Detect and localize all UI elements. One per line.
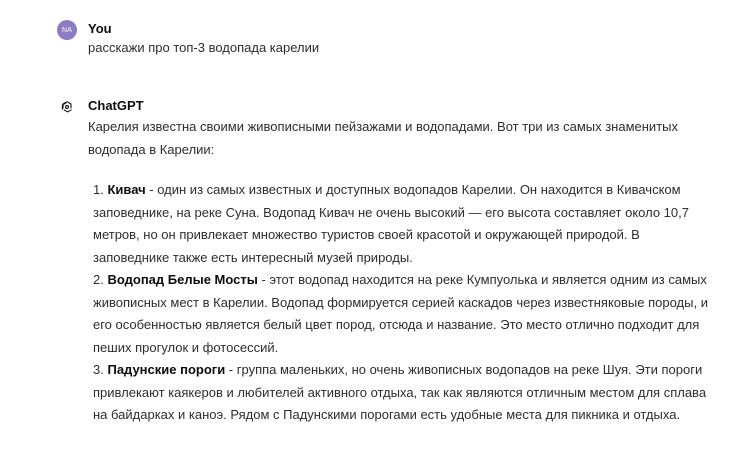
user-avatar-initials: NA [61,26,73,34]
list-item [93,359,708,427]
list-item-title: Кивач [107,182,146,197]
assistant-message-body [88,116,708,427]
list-item [93,269,708,359]
list-item-title: Водопад Белые Мосты [107,272,258,287]
list-item-title: Падунские пороги [107,362,226,377]
user-message-paragraph: расскажи про топ-3 водопада карелии [88,40,320,55]
list-item-text: - один из самых известных и доступных водопадов Карелии. Он находится в Кивачском заповеднике, на реке Суна. Водопад Кивач не очень высокий — его высота составляет около 10,7 метров, но он привлекает множество туристов своей красотой и окружающей природой. В заповеднике также есть интересный музей природы. [93,182,689,265]
openai-logo-icon [59,99,75,115]
list-item-text: - группа маленьких, но очень живописных водопадов на реке Шуя. Эти пороги привлекают каякеров и любителей активного отдыха, так как являются отличным местом для сплава на байдарках и каноэ. Рядом с Падунскими порогами есть удобные места для пикника и отдыха. [93,362,707,422]
list-item-number: 3. [93,362,104,377]
list-item-number: 1. [93,182,104,197]
user-author-name: You [88,21,112,36]
list-item [93,179,708,269]
user-message-text [88,37,708,60]
user-avatar [57,20,77,40]
list-item-number: 2. [93,272,104,287]
assistant-author-name: ChatGPT [88,98,144,113]
list-item-text: - этот водопад находится на реке Кумпуолька и является одним из самых живописных мест в Карелии. Водопад формируется серией каскадов через известняковые породы, и его особенностью является белый цвет пород, отсюда и название. Это место отлично подходит для пеших прогулок и фотосессий. [93,272,708,355]
assistant-intro-paragraph: Карелия известна своими живописными пейзажами и водопадами. Вот три из самых знаменитых водопада в Карелии: [88,119,678,157]
chatgpt-avatar [57,97,77,117]
waterfalls-list [93,179,708,427]
